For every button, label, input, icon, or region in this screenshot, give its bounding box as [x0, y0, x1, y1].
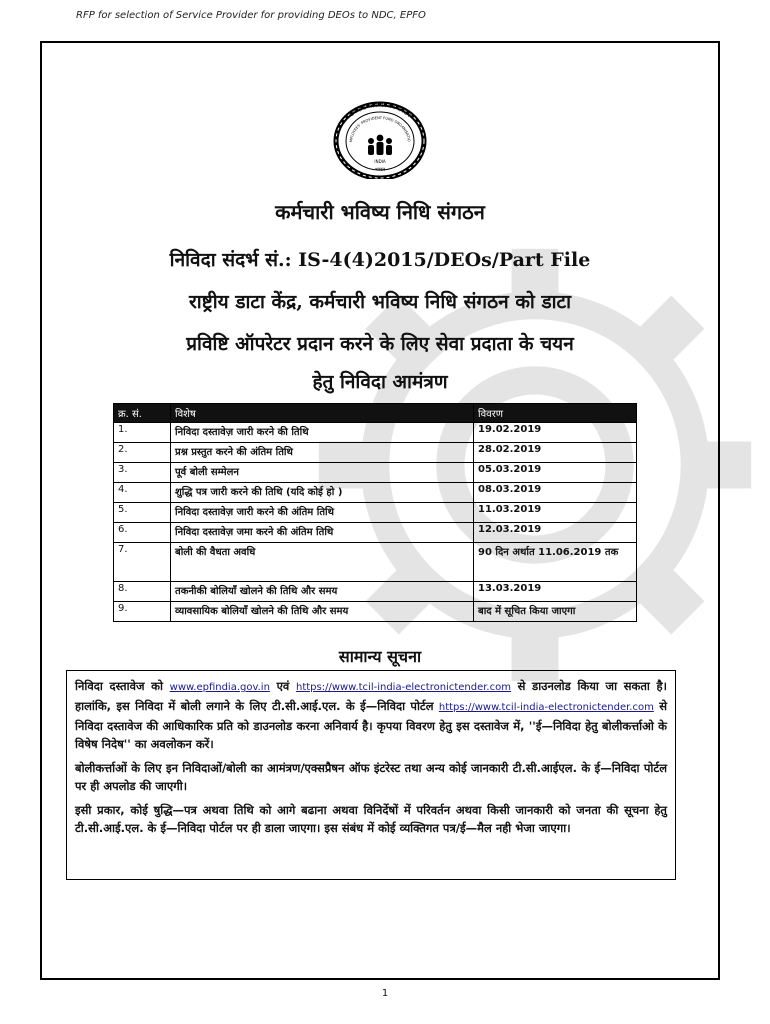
tender-title-line-3: हेतु निविदा आमंत्रण — [312, 371, 448, 393]
tender-title-line-2: प्रविष्टि ऑपरेटर प्रदान करने के लिए सेवा प्रदाता के चयन — [186, 333, 574, 355]
row-value: 90 दिन अर्थात 11.06.2019 तक — [474, 543, 637, 582]
row-serial: 4. — [114, 483, 171, 503]
notice-text: एवं — [269, 679, 296, 693]
row-value: बाद में सूचित किया जाएगा — [474, 602, 637, 622]
row-item: निविदा दस्तावेज़ जारी करने की तिथि — [171, 423, 474, 443]
col-header-detail: विवरण — [474, 404, 637, 423]
notice-text: से निविदा दस्तावेज की आधिकारिक प्रति को डाउनलोड करना अनिवार्य है। कृपया विवरण हेतु इस दस्तावेज में, ''ई—निविदा हेतु बोलीकर्त्ताओ के विषेष निदेष'' का अवलोकन करें। — [75, 699, 667, 751]
notice-heading: सामान्य सूचना — [338, 647, 422, 666]
row-value: 11.03.2019 — [474, 503, 637, 523]
schedule-table — [113, 403, 637, 622]
notice-text: से डाउनलोड किया जा सकता है। हालांकि, इस निविदा में बोली लगाने के लिए टी.सी.आई.एल. के ई—निविदा पोर्टल — [75, 679, 667, 713]
row-serial: 7. — [114, 543, 171, 582]
row-serial: 6. — [114, 523, 171, 543]
row-item: शुद्धि पत्र जारी करने की तिथि (यदि कोई हो ) — [171, 483, 474, 503]
notice-text: निविदा दस्तावेज को — [75, 679, 170, 693]
notice-paragraph-1 — [75, 677, 667, 753]
row-serial: 5. — [114, 503, 171, 523]
tcil-link-2[interactable]: https://www.tcil-india-electronictender.com — [438, 702, 654, 713]
epfo-logo — [315, 101, 445, 179]
table-row — [114, 582, 637, 602]
row-serial: 9. — [114, 602, 171, 622]
row-value: 13.03.2019 — [474, 582, 637, 602]
table-row — [114, 423, 637, 443]
row-value: 12.03.2019 — [474, 523, 637, 543]
tender-reference: निविदा संदर्भ सं.: IS-4(4)2015/DEOs/Part File — [169, 249, 591, 271]
notice-box — [66, 670, 676, 880]
row-item: बोली की वैधता अवधि — [171, 543, 474, 582]
table-row — [114, 443, 637, 463]
tcil-link[interactable]: https://www.tcil-india-electronictender.com — [295, 682, 511, 693]
row-value: 05.03.2019 — [474, 463, 637, 483]
logo-ring-text: कर्मचारी भविष्य निधि संगठन — [348, 101, 412, 119]
row-item: निविदा दस्तावेज़ जमा करने की अंतिम तिथि — [171, 523, 474, 543]
logo-country-en: INDIA — [374, 159, 386, 164]
running-header: RFP for selection of Service Provider for providing DEOs to NDC, EPFO — [76, 10, 426, 21]
row-item: निविदा दस्तावेज़ जारी करने की अंतिम तिथि — [171, 503, 474, 523]
epfindia-link[interactable]: www.epfindia.gov.in — [169, 682, 270, 693]
row-serial: 8. — [114, 582, 171, 602]
table-row — [114, 483, 637, 503]
row-value: 19.02.2019 — [474, 423, 637, 443]
table-row — [114, 543, 637, 582]
notice-paragraph-2: बोलीकर्त्ताओं के लिए इन निविदाओं/बोली का आमंत्रण/एक्सप्रैषन ऑफ इंटरेस्ट तथा अन्य कोई जानकारी टी.सी.आईएल. के ई—निविदा पोर्टल पर ही अपलोड की जाएगी। — [75, 761, 667, 793]
schedule-header-row — [114, 404, 637, 423]
row-serial: 3. — [114, 463, 171, 483]
row-serial: 2. — [114, 443, 171, 463]
row-value: 08.03.2019 — [474, 483, 637, 503]
table-row — [114, 463, 637, 483]
tender-title-line-1: राष्ट्रीय डाटा केंद्र, कर्मचारी भविष्य निधि संगठन को डाटा — [188, 291, 572, 313]
logo-country-hi: भारत — [375, 167, 385, 173]
notice-paragraph-3: इसी प्रकार, कोई षुद्धि—पत्र अथवा तिथि को आगे बढाना अथवा विनिर्देषों में परिवर्तन अथवा किसी जानकारी को जनता की सूचना हेतु टी.सी.आई.एल. के ई—निविदा पोर्टल पर ही डाला जाएगा। इस संबंध में कोई व्यक्तिगत पत्र/ई—मैल नही भेजा जाएगा। — [75, 803, 667, 835]
table-row — [114, 602, 637, 622]
row-value: 28.02.2019 — [474, 443, 637, 463]
table-row — [114, 523, 637, 543]
col-header-item: विशेष — [171, 404, 474, 423]
page-number: 1 — [381, 988, 389, 999]
row-serial: 1. — [114, 423, 171, 443]
row-item: तकनीकी बोलियाँ खोलने की तिथि और समय — [171, 582, 474, 602]
row-item: प्रश्न प्रस्तुत करने की अंतिम तिथि — [171, 443, 474, 463]
org-title: कर्मचारी भविष्य निधि संगठन — [275, 200, 485, 224]
row-item: पूर्व बोली सम्मेलन — [171, 463, 474, 483]
table-row — [114, 503, 637, 523]
col-header-serial: क्र. सं. — [114, 404, 171, 423]
row-item: व्यावसायिक बोलियाँ खोलने की तिथि और समय — [171, 602, 474, 622]
logo-inner-text: MPLOYEES' PROVIDENT FUND ORGANISATIO — [348, 115, 411, 143]
